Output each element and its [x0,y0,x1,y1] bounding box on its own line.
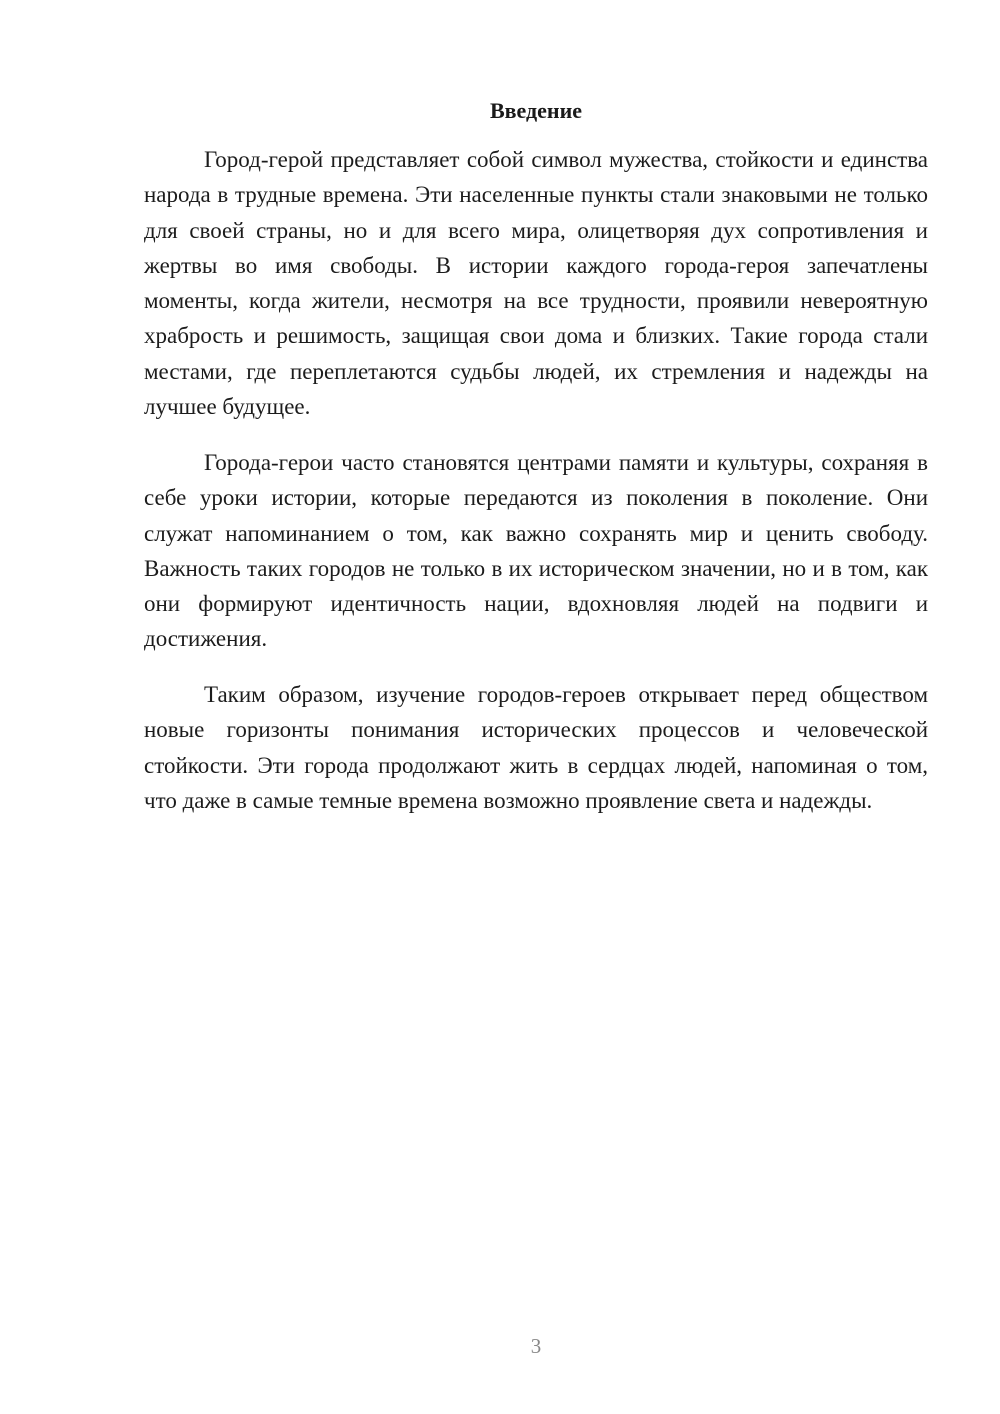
paragraph-1: Город-герой представляет собой символ мужества, стойкости и единства народа в трудные времена. Эти населенные пункты стали знаковыми не только для своей страны, но и для всего мира, олицетворяя дух сопротивления и жертвы во имя свободы. В истории каждого города-героя запечатлены моменты, когда жители, несмотря на все трудности, проявили невероятную храбрость и решимость, защищая свои дома и близких. Такие города стали местами, где переплетаются судьбы людей, их стремления и надежды на лучшее будущее. [144,147,928,420]
paragraph-3-block [144,677,928,818]
page-number: 3 [530,1334,542,1358]
paragraph-3: Таким образом, изучение городов-героев открывает перед обществом новые горизонты понимания исторических процессов и человеческой стойкости. Эти города продолжают жить в сердцах людей, напоминая о том, что даже в самые темные времена возможно проявление света и надежды. [144,682,928,813]
paragraph-2: Города-герои часто становятся центрами памяти и культуры, сохраняя в себе уроки истории, которые передаются из поколения в поколение. Они служат напоминанием о том, как важно сохранять мир и ценить свободу. Важность таких городов не только в их историческом значении, но и в том, как они формируют идентичность нации, вдохновляя людей на подвиги и достижения. [144,450,928,652]
paragraph-1-block [144,142,928,424]
paragraph-2-block [144,445,928,657]
section-heading: Введение [489,98,583,123]
